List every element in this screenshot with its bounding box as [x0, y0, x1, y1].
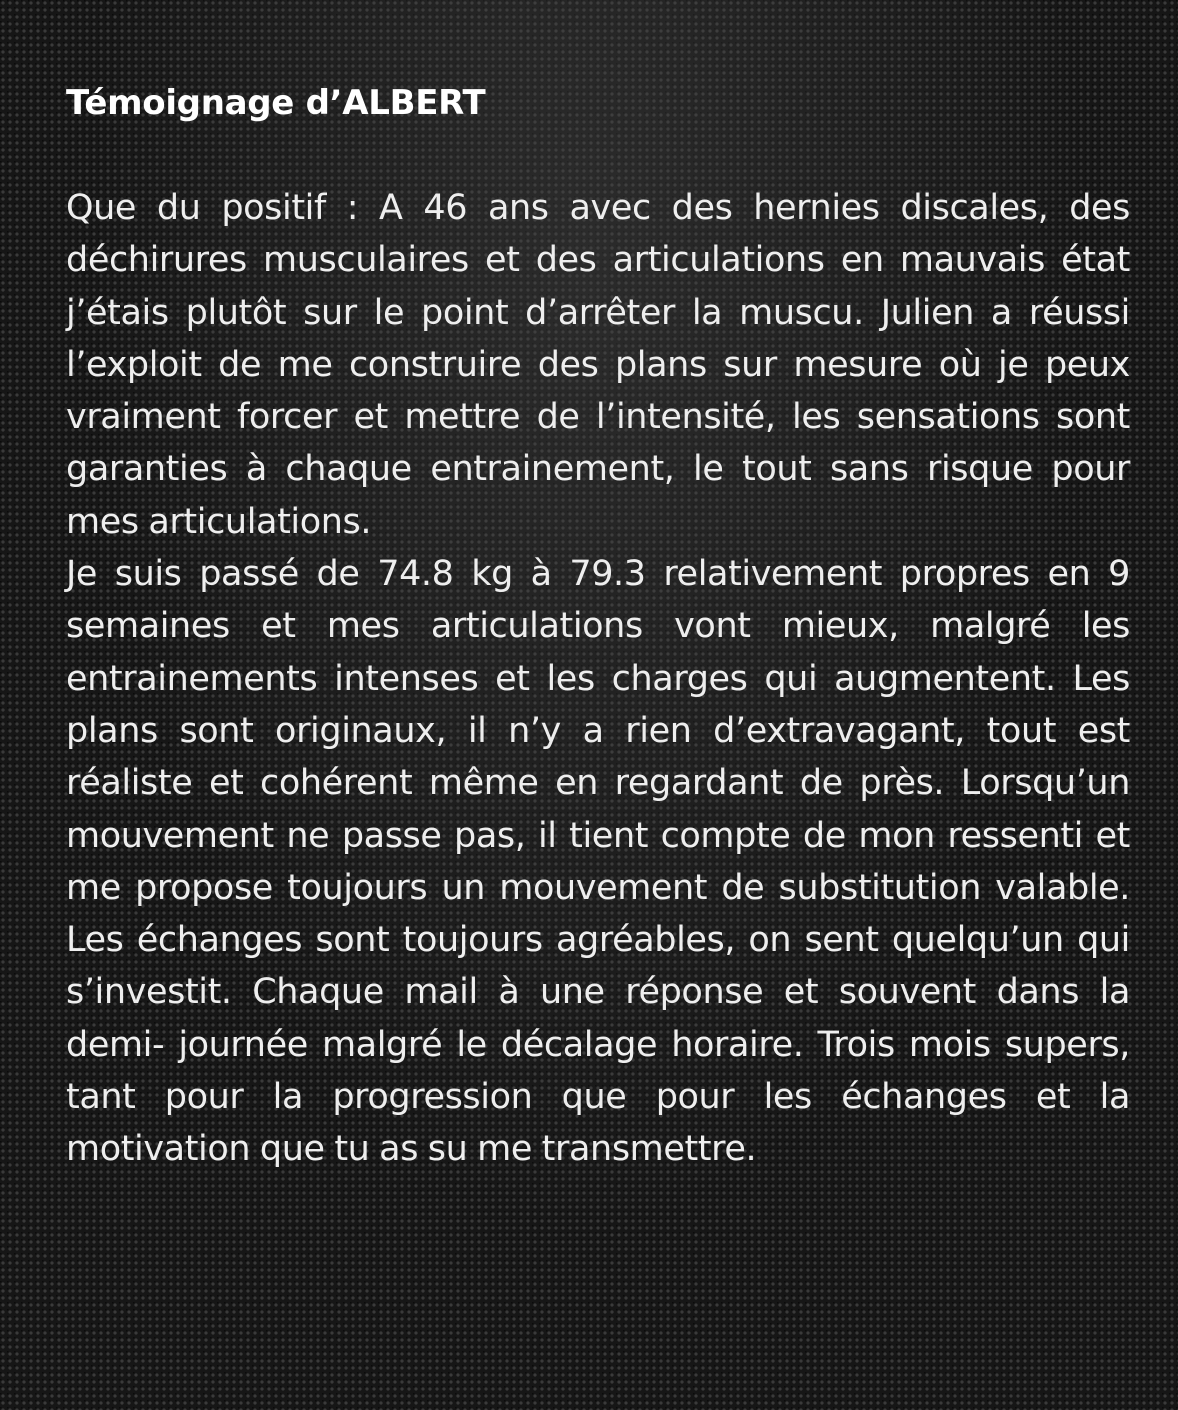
testimonial-paragraph-1: Que du positif : A 46 ans avec des hernies discales, des déchirures musculaires et des articulations en mauvais état j’étais plutôt sur le point d’arrêter la muscu. Julien a réussi l’exploit de me construire des plans sur mesure où je peux vraiment forcer et mettre de l’intensité, les sensations sont garanties à chaque entrainement, le tout sans risque pour mes articulations. [66, 188, 1130, 542]
testimonial-paragraph-2: Je suis passé de 74.8 kg à 79.3 relativement propres en 9 semaines et mes articulations vont mieux, malgré les entrainements intenses et les charges qui augmentent. Les plans sont originaux, il n’y a rien d’extravagant, tout est réaliste et cohérent même en regardant de près. Lorsqu’un mouvement ne passe pas, il tient compte de mon ressenti et me propose toujours un mouvement de substitution valable. Les échanges sont toujours agréables, on sent quelqu’un qui s’investit. Chaque mail à une réponse et souvent dans la demi- journée malgré le décalage horaire. Trois mois supers, tant pour la progression que pour les échanges et la motivation que tu as su me transmettre. [66, 554, 1130, 1170]
testimonial-body [66, 182, 1130, 1176]
testimonial-title: Témoignage d’ALBERT [66, 83, 486, 123]
